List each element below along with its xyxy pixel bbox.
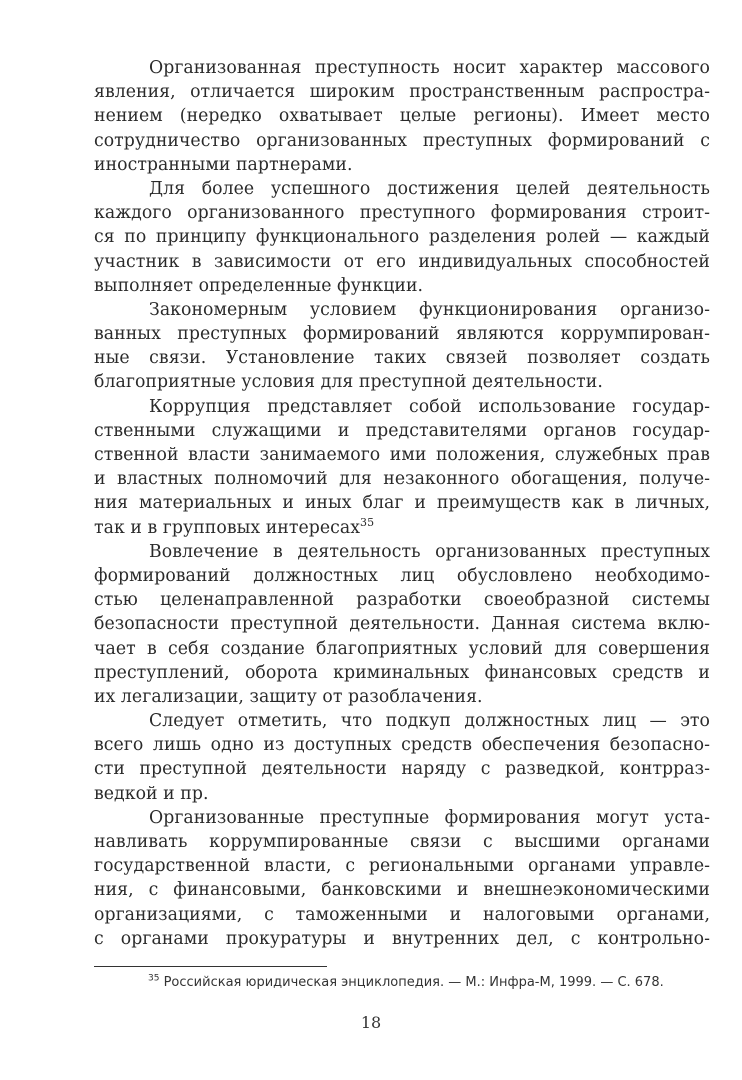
- text-line: выполняет определенные функции.: [94, 275, 424, 296]
- text-line: каждого организованного преступного формирования строит-: [94, 203, 710, 224]
- text-line: преступлений, оборота криминальных финансовых средств и: [94, 662, 710, 683]
- text-line: Организованные преступные формирования могут уста-: [149, 807, 710, 828]
- text-line: организациями, с таможенными и налоговыми органами,: [94, 904, 710, 925]
- text-line: с органами прокуратуры и внутренних дел, с контрольно-: [94, 928, 710, 949]
- text-line: Коррупция представляет собой использование государ-: [149, 396, 710, 417]
- text-line: всего лишь одно из доступных средств обеспечения безопасно-: [94, 735, 710, 756]
- footnote-text: Российская юридическая энциклопедия. — М.: Инфра-М, 1999. — С. 678.: [163, 975, 664, 990]
- page-body: [94, 56, 710, 951]
- text-line: формирований должностных лиц обусловлено необходимо-: [94, 565, 710, 586]
- footnote-number: 35: [148, 973, 160, 984]
- text-line: и властных полномочий для незаконного обогащения, получе-: [94, 469, 710, 490]
- text-line: ванных преступных формирований являются коррумпирован-: [94, 324, 710, 345]
- text-line: ния, с финансовыми, банковскими и внешнеэкономическими: [94, 880, 710, 901]
- text-line: ния материальных и иных благ и преимуществ как в личных,: [94, 493, 710, 514]
- text-line: нением (нередко охватывает целые регионы). Имеет место: [94, 106, 710, 127]
- text-line: явления, отличается широким пространственным распростра-: [94, 82, 710, 103]
- footnote-divider: [94, 966, 327, 967]
- text-line: государственной власти, с региональными органами управле-: [94, 856, 710, 877]
- paragraph: [94, 56, 710, 177]
- text-line: ся по принципу функционального разделения ролей — каждый: [94, 227, 710, 248]
- text-line: Для более успешного достижения целей деятельность: [149, 178, 710, 199]
- footnote: [148, 974, 664, 992]
- text-line: навливать коррумпированные связи с высшими органами: [94, 832, 710, 852]
- text-line: [94, 516, 710, 540]
- text-line: Следует отметить, что подкуп должностных лиц — это: [149, 711, 710, 732]
- paragraph: [94, 298, 710, 395]
- footnote-reference[interactable]: 35: [360, 515, 375, 529]
- text-line: Вовлечение в деятельность организованных преступных: [149, 541, 710, 562]
- paragraph: [94, 806, 710, 951]
- text-line: благоприятные условия для преступной деятельности.: [94, 372, 603, 393]
- text-line-content: так и в групповых интересах: [94, 517, 361, 538]
- text-line: чает в себя создание благоприятных условий для совершения: [94, 638, 710, 659]
- paragraph: [94, 177, 710, 298]
- text-line: ственными служащими и представителями органов государ-: [94, 420, 710, 441]
- text-line: иностранными партнерами.: [94, 154, 353, 175]
- text-line: ведкой и пр.: [94, 783, 209, 804]
- text-line: участник в зависимости от его индивидуальных способностей: [94, 251, 710, 272]
- text-line: их легализации, защиту от разоблачения.: [94, 686, 483, 707]
- text-line: ные связи. Установление таких связей позволяет создать: [94, 348, 710, 369]
- paragraph: [94, 709, 710, 806]
- page-number: 18: [360, 1013, 382, 1032]
- text-line: сти преступной деятельности наряду с разведкой, контрраз-: [94, 759, 710, 780]
- paragraph: [94, 395, 710, 540]
- text-line: стью целенаправленной разработки своеобразной системы: [94, 590, 710, 611]
- text-line: безопасности преступной деятельности. Данная система вклю-: [94, 614, 710, 635]
- text-line: сотрудничество организованных преступных формирований с: [94, 130, 710, 151]
- text-line: Закономерным условием функционирования организо-: [149, 299, 710, 320]
- text-line: Организованная преступность носит характер массового: [149, 58, 710, 78]
- text-line: ственной власти занимаемого ими положения, служебных прав: [94, 445, 710, 465]
- paragraph: [94, 540, 710, 709]
